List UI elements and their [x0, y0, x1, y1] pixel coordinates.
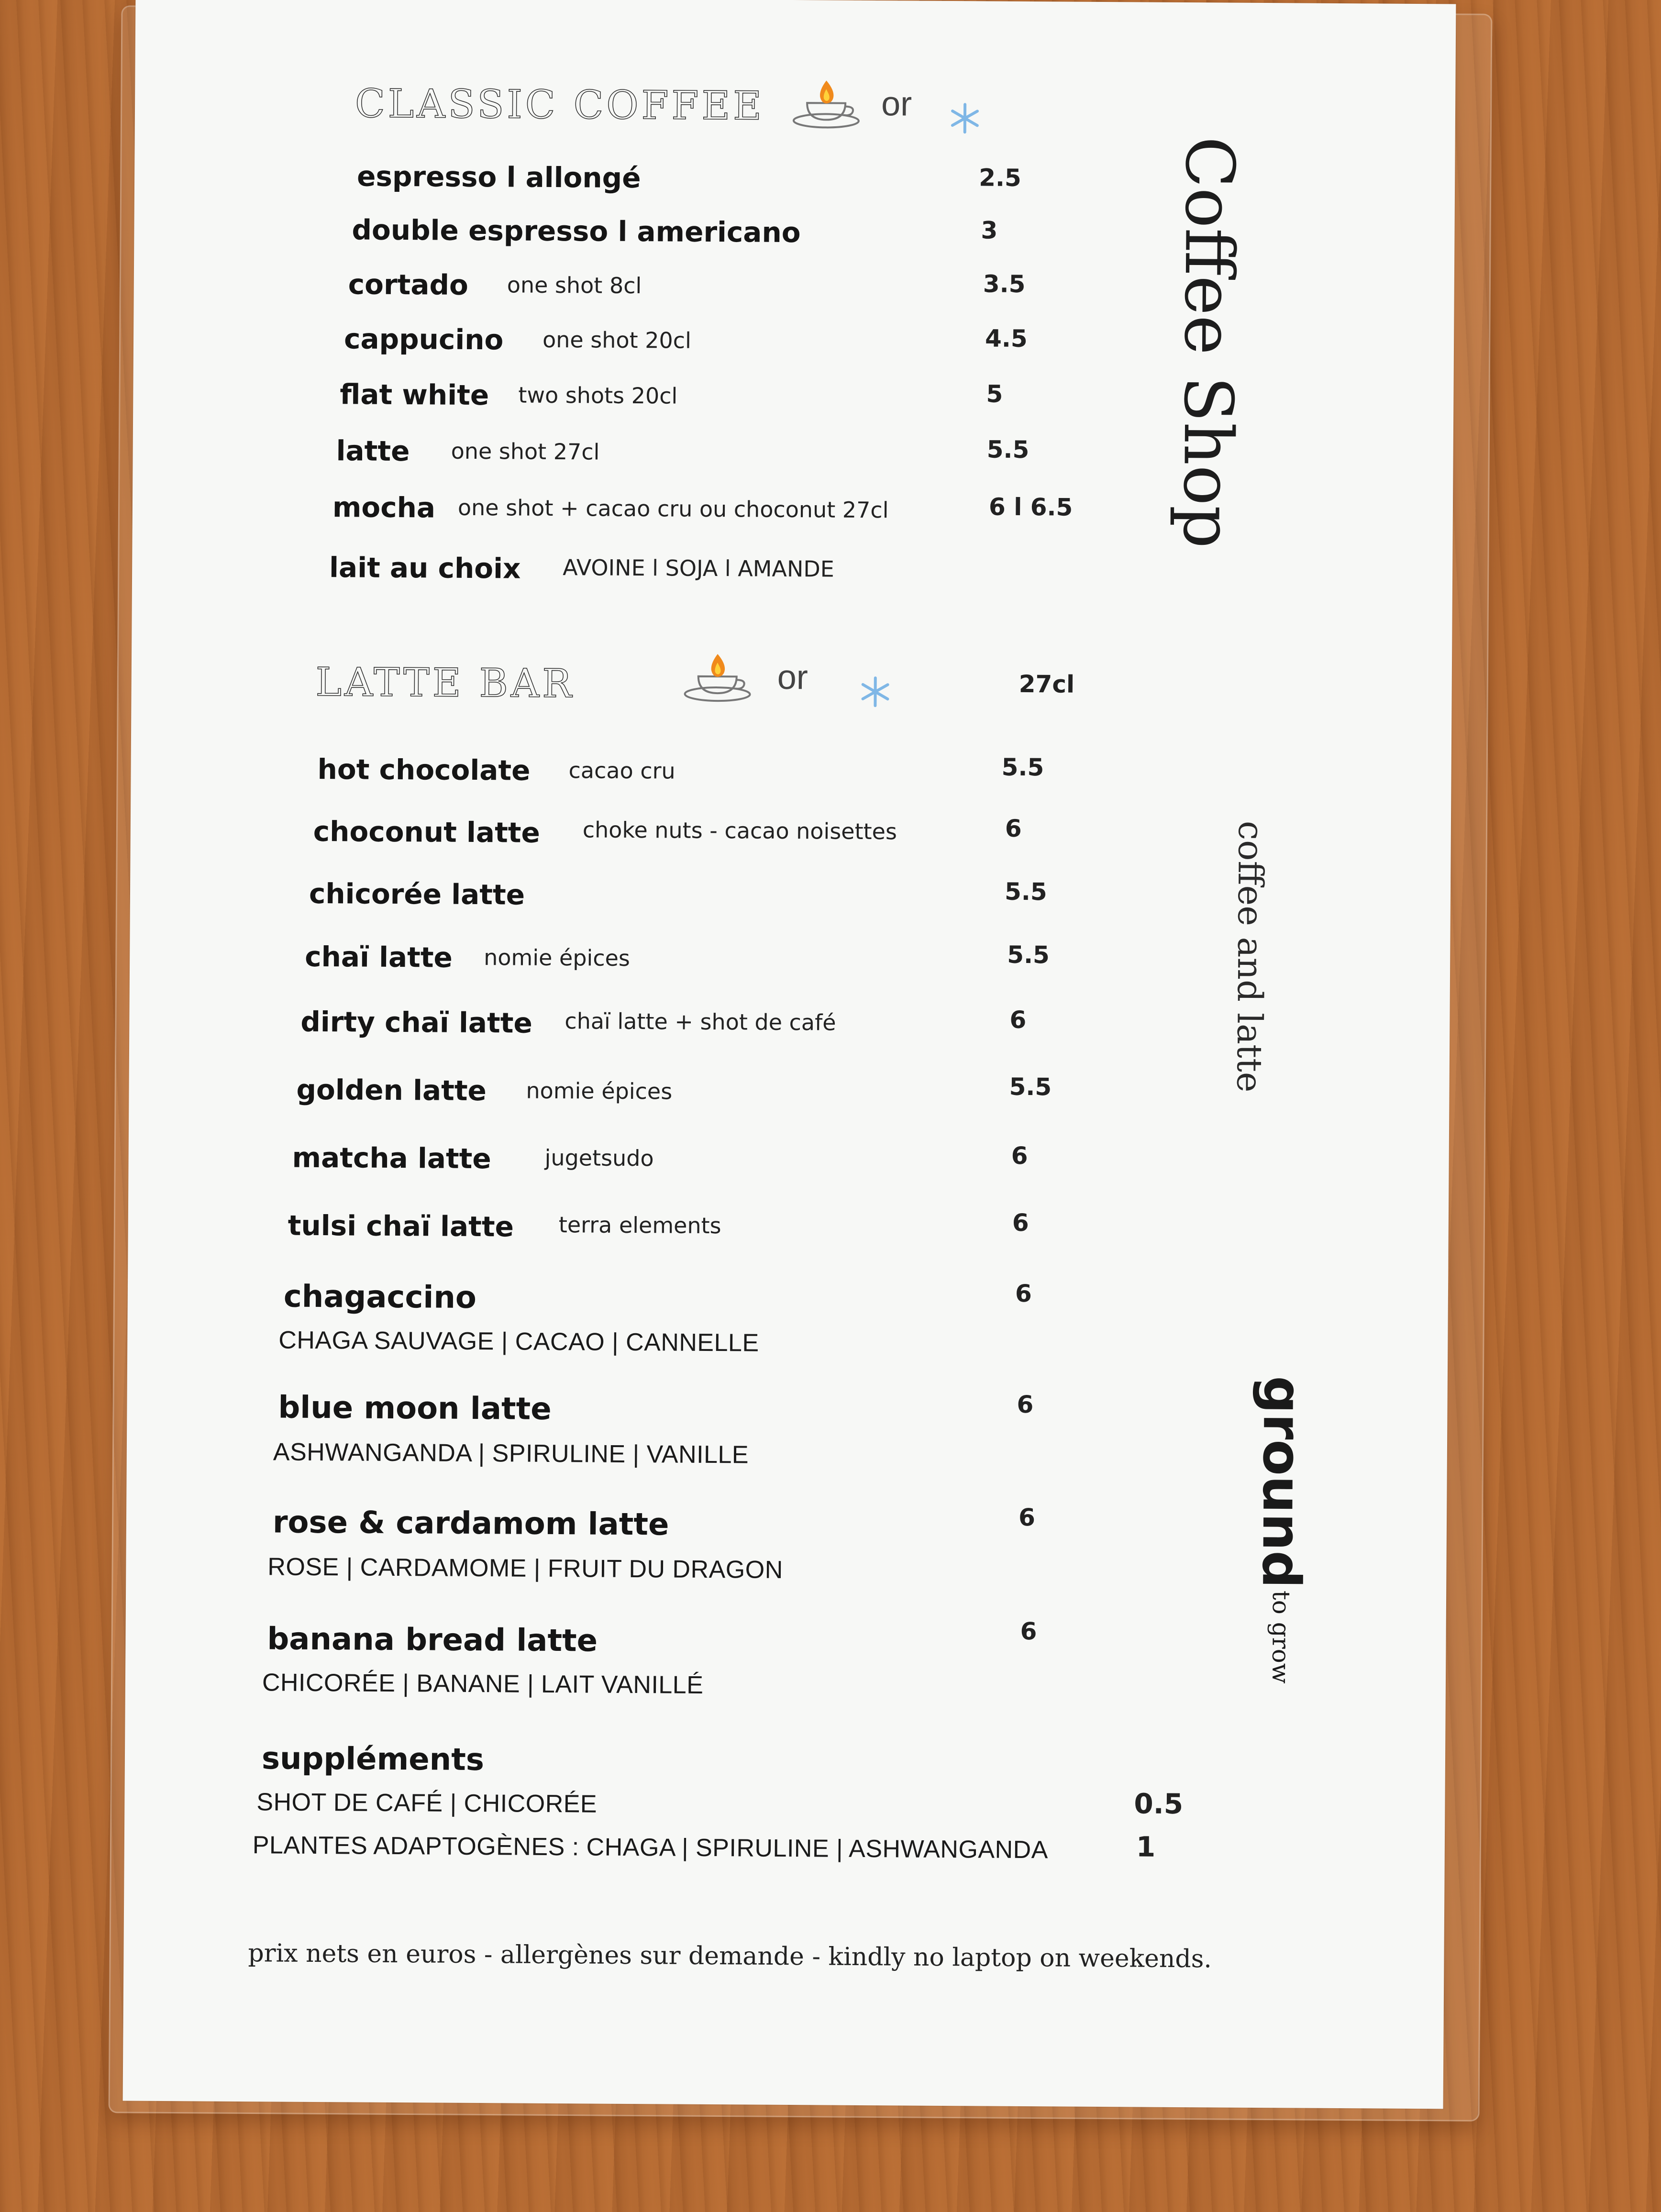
snowflake-icon	[858, 675, 892, 708]
latte-item-desc: nomie épices	[526, 1077, 673, 1105]
special-item-sub: ASHWANGANDA | SPIRULINE | VANILLE	[273, 1438, 749, 1469]
latte-item-price: 5.5	[1001, 753, 1044, 782]
latte-size-label: 27cl	[1019, 670, 1075, 698]
supplement-line: SHOT DE CAFÉ | CHICORÉE	[256, 1788, 598, 1818]
supplement-price: 0.5	[1134, 1787, 1184, 1821]
footer-note: prix nets en euros - allergènes sur demande - kindly no laptop on weekends.	[248, 1939, 1212, 1974]
latte-item-name: matcha latte	[292, 1141, 491, 1175]
latte-item-desc: nomie épices	[484, 944, 631, 971]
classic-item-price: 6 l 6.5	[988, 493, 1073, 521]
latte-item-name: tulsi chaï latte	[288, 1209, 514, 1243]
classic-item-name: mocha	[332, 491, 436, 524]
classic-coffee-title: CLASSIC COFFEE	[354, 81, 765, 129]
classic-item-name: latte	[336, 434, 410, 468]
classic-item-desc: one shot 8cl	[507, 272, 642, 299]
or-label: or	[777, 658, 808, 697]
latte-item-price: 6	[1005, 814, 1022, 842]
latte-item-price: 5.5	[1004, 877, 1047, 906]
special-item-price: 6	[1017, 1390, 1034, 1419]
latte-item-desc: cacao cru	[568, 757, 675, 784]
latte-item-desc: chaï latte + shot de café	[565, 1008, 836, 1036]
brand-name: ground	[1251, 1375, 1313, 1589]
latte-item-name: hot chocolate	[317, 752, 531, 787]
brand-logo	[1251, 1375, 1313, 1684]
fire-cup-icon	[790, 77, 863, 130]
classic-item-name: flat white	[340, 378, 489, 412]
supplement-line: PLANTES ADAPTOGÈNES : CHAGA | SPIRULINE | ASHWANGANDA	[252, 1831, 1049, 1864]
classic-item-desc: two shots 20cl	[518, 382, 678, 409]
latte-item-price: 5.5	[1007, 940, 1050, 969]
special-item-sub: ROSE | CARDAMOME | FRUIT DU DRAGON	[267, 1553, 783, 1584]
special-item-sub: CHICORÉE | BANANE | LAIT VANILLÉ	[262, 1669, 704, 1699]
classic-item-desc: AVOINE l SOJA l AMANDE	[563, 554, 834, 582]
supplements-title: suppléments	[261, 1741, 485, 1778]
classic-item-desc: one shot 27cl	[451, 438, 600, 465]
classic-item-price: 2.5	[979, 164, 1021, 192]
latte-item-price: 6	[1009, 1006, 1027, 1034]
special-item-price: 6	[1018, 1503, 1036, 1532]
classic-item-name: double espresso l americano	[352, 213, 801, 249]
special-item-price: 6	[1020, 1617, 1037, 1646]
supplement-price: 1	[1136, 1830, 1156, 1863]
latte-item-desc: terra elements	[558, 1212, 721, 1239]
latte-bar-title: LATTE BAR	[315, 659, 575, 707]
classic-item-name: cappucino	[343, 322, 504, 356]
classic-item-name: espresso l allongé	[356, 160, 641, 195]
classic-item-price: 4.5	[985, 324, 1028, 353]
classic-item-name: cortado	[348, 268, 469, 301]
special-item-name: chagaccino	[283, 1279, 477, 1316]
classic-item-price: 5	[986, 380, 1003, 408]
latte-item-desc: choke nuts - cacao noisettes	[582, 817, 897, 845]
snowflake-icon	[948, 101, 982, 135]
fire-cup-icon	[681, 650, 753, 703]
shop-title: Coffee Shop	[1168, 136, 1249, 549]
classic-item-desc: one shot + cacao cru ou choconut 27cl	[457, 494, 889, 523]
latte-item-price: 6	[1011, 1141, 1028, 1170]
special-item-sub: CHAGA SAUVAGE | CACAO | CANNELLE	[278, 1326, 759, 1357]
classic-item-price: 3.5	[983, 270, 1026, 298]
latte-item-name: golden latte	[296, 1073, 487, 1107]
latte-item-name: dirty chaï latte	[300, 1005, 532, 1040]
special-item-name: banana bread latte	[267, 1621, 598, 1659]
classic-item-price: 5.5	[986, 435, 1030, 464]
latte-item-name: chicorée latte	[309, 877, 525, 911]
menu-card	[123, 0, 1456, 2109]
latte-item-desc: jugetsudo	[544, 1144, 654, 1172]
brand-subtitle: to grow	[1266, 1590, 1296, 1684]
special-item-price: 6	[1015, 1279, 1032, 1308]
or-label: or	[881, 85, 912, 123]
classic-item-desc: one shot 20cl	[542, 326, 692, 354]
special-item-name: rose & cardamom latte	[272, 1504, 669, 1543]
special-item-name: blue moon latte	[278, 1390, 552, 1427]
classic-item-price: 3	[981, 216, 998, 244]
latte-item-price: 6	[1012, 1208, 1029, 1237]
latte-item-price: 5.5	[1009, 1073, 1052, 1101]
latte-item-name: choconut latte	[313, 815, 541, 849]
shop-tagline: coffee and latte	[1229, 820, 1271, 1093]
classic-item-name: lait au choix	[329, 551, 521, 585]
latte-item-name: chaï latte	[304, 940, 453, 974]
